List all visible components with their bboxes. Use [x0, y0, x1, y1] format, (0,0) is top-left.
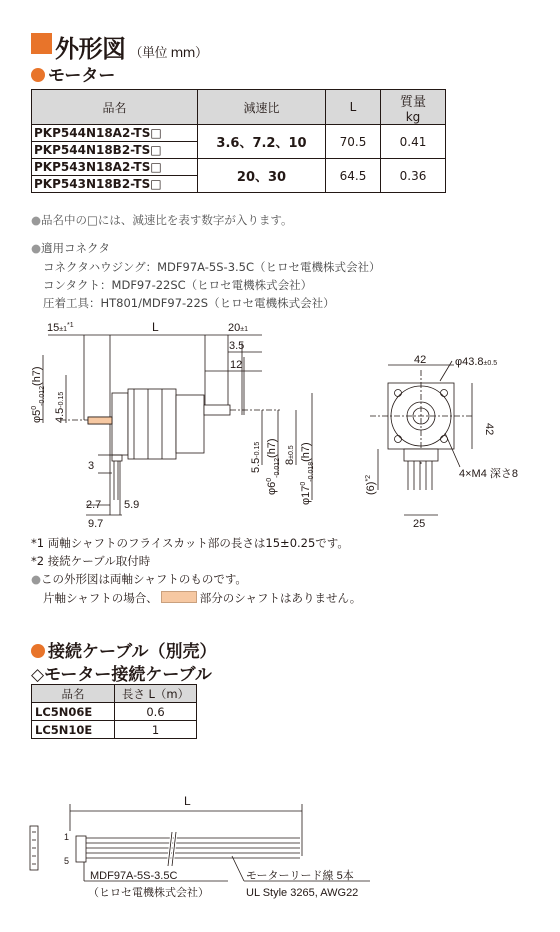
dim-phi5: $\varphi 5^0_{-0.012}(h7)$: [31, 366, 46, 423]
header-ratio: 減速比: [198, 90, 326, 125]
motor-flange: [112, 393, 128, 455]
note-2: *2 接続ケーブル取付時: [31, 554, 151, 568]
dim-12: 12: [230, 359, 243, 371]
dim-5-9: 5.9: [124, 499, 140, 511]
connector-contact: コンタクト：MDF97-22SC（ヒロセ電機株式会社）: [43, 278, 313, 292]
note-1: *1 両軸シャフトのフライスカット部の長さは15±0.25です。: [31, 536, 349, 550]
l-cell: 70.5: [326, 125, 381, 159]
connector-maker-label: （ヒロセ電機株式会社）: [88, 887, 209, 899]
connector-housing: コネクタハウジング：MDF97A-5S-3.5C（ヒロセ電機株式会社）: [43, 260, 381, 274]
table-row: [32, 125, 446, 142]
dim-8: 8±0.5: [284, 445, 296, 465]
dim-6: $(6)^{*2}$: [365, 474, 377, 495]
table-row: [32, 721, 197, 739]
cable-section-title: 接続ケーブル（別売）: [31, 637, 216, 662]
mass-cell: 0.36: [381, 159, 446, 193]
cable-part: LC5N10E: [32, 721, 115, 739]
cable-length: 0.6: [115, 703, 197, 721]
table-row: [32, 703, 197, 721]
note-4: 片軸シャフトの場合、 部分のシャフトはありません。: [43, 591, 362, 605]
tap-label: 4×M4 深さ8: [459, 468, 518, 480]
dim-4-5: 4.5-0.15: [54, 391, 66, 423]
dim-20: 20±1: [228, 322, 248, 334]
header-l: L: [326, 90, 381, 125]
connector-label: MDF97A-5S-3.5C: [90, 870, 178, 882]
motor-section-title: モーター: [31, 61, 115, 86]
part-number: PKP543N18A2-TS□: [32, 159, 198, 176]
pin-5-label: 5: [64, 856, 70, 866]
header-part: 品名: [32, 685, 115, 703]
cable-dim-l: L: [184, 794, 191, 808]
table-header-row: [32, 90, 446, 125]
connector-title: ●適用コネクタ: [31, 241, 110, 255]
ratio-cell: 20、30: [198, 159, 326, 193]
dim-3-5: 3.5: [229, 340, 245, 352]
shaft-swatch: [161, 591, 197, 603]
table-row: [32, 159, 446, 176]
page-title: 外形図 （単位 mm）: [55, 35, 208, 63]
dim-9-7: 9.7: [88, 518, 104, 530]
table-header-row: [32, 685, 197, 703]
bullet-dot-icon: [31, 644, 45, 658]
cable-drawing: [0, 786, 560, 916]
dim-3: 3: [88, 460, 95, 472]
bullet-dot-icon: [31, 68, 45, 82]
cable-subtitle: ◇モーター接続ケーブル: [31, 665, 212, 685]
dim-phi6: $\varphi 6^0_{-0.012}(h7)$: [266, 438, 281, 495]
l-cell: 64.5: [326, 159, 381, 193]
title-square-icon: [31, 33, 52, 54]
cable-length: 1: [115, 721, 197, 739]
mass-cell: 0.41: [381, 125, 446, 159]
motor-body: [128, 389, 176, 459]
header-part: 品名: [32, 90, 198, 125]
header-mass: 質量 kg: [381, 90, 446, 125]
dim-15: $15\pm 1^{*1}$: [47, 322, 74, 334]
cable-part: LC5N06E: [32, 703, 115, 721]
part-number: PKP544N18A2-TS□: [32, 125, 198, 142]
ratio-cell: 3.6、7.2、10: [198, 125, 326, 159]
header-length: 長さ L（m）: [115, 685, 197, 703]
note-3: ●この外形図は両軸シャフトのものです。: [31, 572, 247, 586]
pin-1-label: 1: [64, 832, 70, 842]
motor-drawing: [0, 315, 560, 535]
cable-table: [31, 684, 197, 739]
motor-table: [31, 89, 446, 193]
dim-phi43-8: φ43.8±0.5: [455, 356, 498, 368]
dim-42-w: 42: [414, 354, 427, 366]
box-note: ●品名中の□には、減速比を表す数字が入ります。: [31, 213, 293, 227]
dim-2-7: 2.7: [86, 499, 102, 511]
shaft-highlight: [88, 417, 112, 424]
lead-spec-label: UL Style 3265, AWG22: [246, 887, 359, 899]
crimp-tool: 圧着工具：HT801/MDF97-22S（ヒロセ電機株式会社）: [43, 296, 335, 310]
connector-housing-icon: [76, 836, 86, 862]
output-shaft: [204, 405, 230, 415]
lead-label: モーターリード線 5本: [246, 870, 354, 882]
part-number: PKP543N18B2-TS□: [32, 176, 198, 193]
dim-5-5: 5.5-0.15: [250, 441, 262, 473]
dim-42-h: 42: [483, 423, 495, 436]
motor-front: [176, 395, 204, 453]
part-number: PKP544N18B2-TS□: [32, 142, 198, 159]
dim-25: 25: [413, 518, 426, 530]
unit-label: （単位 mm）: [129, 46, 208, 61]
dim-phi17: $\varphi 17^0_{-0.018}(h7)$: [300, 442, 315, 505]
dim-l: L: [152, 320, 159, 334]
